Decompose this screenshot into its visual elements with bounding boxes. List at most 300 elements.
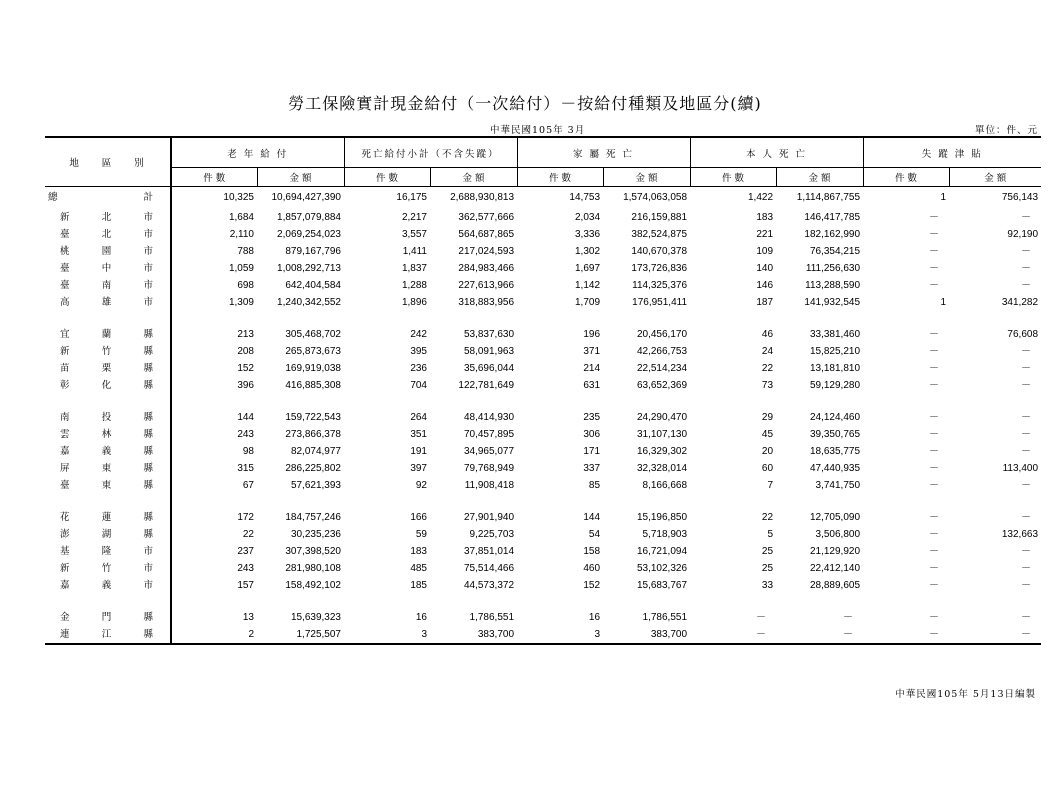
amount-cell: 227,613,966 — [458, 280, 515, 291]
count-cell: － — [929, 329, 940, 340]
amount-cell: 75,514,466 — [463, 563, 515, 574]
amount-cell: 8,166,668 — [642, 480, 688, 491]
count-cell: － — [929, 263, 940, 274]
count-cell: 196 — [583, 329, 601, 340]
count-cell: 704 — [410, 380, 427, 391]
amount-cell: 158,492,102 — [285, 580, 341, 591]
amount-cell: 12,705,090 — [809, 512, 861, 523]
amount-cell: 76,354,215 — [809, 246, 861, 257]
amount-cell: 383,700 — [603, 626, 690, 644]
count-cell: 152 — [237, 363, 254, 374]
count-cell: 185 — [410, 580, 427, 591]
count-cell: 109 — [756, 246, 774, 257]
table-row — [45, 377, 1041, 394]
count-cell: 1,411 — [402, 246, 427, 257]
count-cell: 221 — [756, 229, 774, 240]
count-cell: 315 — [237, 463, 254, 474]
amount-cell: － — [1021, 363, 1032, 374]
count-cell: 171 — [583, 446, 601, 457]
region-name: 嘉 義 市 — [45, 577, 171, 594]
count-cell: － — [929, 463, 940, 474]
count-cell: 395 — [410, 346, 427, 357]
spacer-row — [45, 311, 1041, 326]
region-name: 臺 北 市 — [45, 226, 171, 243]
count-cell: 371 — [583, 346, 601, 357]
count-cell: － — [929, 246, 940, 257]
count-cell: 460 — [583, 563, 601, 574]
count-cell: 213 — [237, 329, 254, 340]
count-cell: 60 — [761, 463, 774, 474]
count-cell: 73 — [761, 380, 774, 391]
amount-cell: 5,718,903 — [642, 529, 688, 540]
count-cell: 13 — [242, 612, 254, 623]
amount-cell: 114,325,376 — [632, 280, 688, 291]
table-row — [45, 209, 1041, 226]
amount-cell: 756,143 — [1001, 192, 1039, 203]
amount-cell: 11,908,418 — [464, 480, 515, 491]
count-cell: 25 — [761, 563, 774, 574]
count-cell: 236 — [410, 363, 427, 374]
amount-cell: － — [1021, 512, 1032, 523]
region-name: 新 竹 縣 — [45, 343, 171, 360]
count-cell: 16,175 — [396, 192, 427, 203]
amount-cell: 173,726,836 — [631, 263, 688, 274]
count-cell: 397 — [410, 463, 427, 474]
amount-cell: － — [1021, 346, 1032, 357]
group-header-missing-allowance: 失 蹤 津 貼 — [863, 137, 1041, 168]
table-row — [45, 577, 1041, 594]
region-name: 嘉 義 縣 — [45, 443, 171, 460]
count-cell: 2 — [171, 626, 257, 644]
region-name: 屏 東 縣 — [45, 460, 171, 477]
amount-cell: 16,329,302 — [636, 446, 688, 457]
amount-cell: 305,468,702 — [285, 329, 341, 340]
count-cell: 54 — [588, 529, 601, 540]
count-cell: 1,288 — [401, 280, 427, 291]
count-cell: 788 — [237, 246, 254, 257]
amount-cell: 44,573,372 — [463, 580, 515, 591]
count-cell: － — [929, 363, 940, 374]
count-cell: 144 — [583, 512, 601, 523]
amount-cell: 31,107,130 — [636, 429, 688, 440]
table-row — [45, 509, 1041, 526]
amount-header: 金 額 — [257, 168, 344, 187]
count-cell: 25 — [761, 546, 774, 557]
amount-cell: 92,190 — [1007, 229, 1039, 240]
count-cell: － — [929, 580, 940, 591]
amount-cell: 47,440,935 — [809, 463, 861, 474]
amount-cell: 217,024,593 — [458, 246, 515, 257]
amount-cell: 18,635,775 — [809, 446, 861, 457]
count-cell: 33 — [761, 580, 774, 591]
count-cell: 16 — [588, 612, 601, 623]
total-row — [45, 187, 1041, 210]
amount-cell: 141,932,545 — [804, 297, 861, 308]
count-cell: － — [929, 480, 940, 491]
count-cell: 243 — [237, 429, 254, 440]
amount-cell: 24,124,460 — [809, 412, 861, 423]
count-cell: 157 — [237, 580, 254, 591]
count-cell: 22 — [761, 512, 774, 523]
count-cell: 22 — [242, 529, 254, 540]
count-cell: 22 — [761, 363, 774, 374]
amount-cell: 13,181,810 — [809, 363, 861, 374]
table-row — [45, 294, 1041, 311]
amount-cell: 39,350,765 — [809, 429, 861, 440]
count-cell: － — [929, 380, 940, 391]
count-cell: 214 — [583, 363, 601, 374]
amount-cell: 159,722,543 — [285, 412, 341, 423]
count-header: 件 數 — [690, 168, 776, 187]
amount-cell: 1,240,342,552 — [277, 297, 341, 308]
count-cell: 14,753 — [569, 192, 601, 203]
amount-cell: － — [1021, 446, 1032, 457]
region-header: 地 區 別 — [45, 137, 171, 187]
count-cell: 396 — [237, 380, 254, 391]
amount-cell: 1,725,507 — [257, 626, 344, 644]
amount-cell: 59,129,280 — [809, 380, 861, 391]
amount-cell: － — [1021, 612, 1032, 623]
count-cell: 1,709 — [574, 297, 601, 308]
count-header: 件 數 — [344, 168, 430, 187]
count-cell: 67 — [242, 480, 254, 491]
amount-cell: 111,256,630 — [805, 263, 861, 274]
amount-cell: 3,741,750 — [815, 480, 861, 491]
count-cell: 92 — [415, 480, 427, 491]
count-cell: 3,557 — [401, 229, 427, 240]
amount-cell: 273,866,378 — [285, 429, 341, 440]
count-cell: 1 — [940, 297, 947, 308]
count-cell: 237 — [237, 546, 254, 557]
amount-cell: 9,225,703 — [469, 529, 515, 540]
amount-cell: 20,456,170 — [636, 329, 688, 340]
count-cell: 235 — [583, 412, 601, 423]
amount-header: 金 額 — [430, 168, 517, 187]
region-name: 新 竹 市 — [45, 560, 171, 577]
count-cell: － — [929, 612, 940, 623]
count-cell: － — [929, 229, 940, 240]
count-cell: 2,110 — [229, 229, 254, 240]
amount-cell: 76,608 — [1007, 329, 1039, 340]
count-header: 件 數 — [863, 168, 949, 187]
count-cell: － — [929, 346, 940, 357]
count-cell: 1,697 — [574, 263, 601, 274]
count-cell: 1,684 — [228, 212, 254, 223]
amount-cell: 182,162,990 — [804, 229, 861, 240]
count-cell: 158 — [583, 546, 601, 557]
amount-cell: 30,235,236 — [290, 529, 341, 540]
count-cell: 7 — [767, 480, 774, 491]
amount-cell: 28,889,605 — [809, 580, 861, 591]
table-row — [45, 560, 1041, 577]
amount-cell: 1,786,551 — [469, 612, 515, 623]
amount-cell: 63,652,369 — [636, 380, 688, 391]
count-cell: 45 — [761, 429, 774, 440]
spacer-row — [45, 394, 1041, 409]
count-cell: 59 — [415, 529, 427, 540]
amount-cell: － — [949, 626, 1041, 644]
count-cell: 20 — [761, 446, 774, 457]
report-date: 中華民國105年 3月 — [490, 125, 586, 136]
region-name: 雲 林 縣 — [45, 426, 171, 443]
count-cell: 337 — [583, 463, 601, 474]
amount-cell: 318,883,956 — [458, 297, 515, 308]
amount-cell: － — [776, 626, 863, 644]
count-cell: 243 — [237, 563, 254, 574]
amount-cell: － — [1021, 263, 1032, 274]
count-cell: 191 — [410, 446, 427, 457]
region-name: 桃 園 市 — [45, 243, 171, 260]
amount-cell: 22,514,234 — [636, 363, 688, 374]
count-cell: 3 — [344, 626, 430, 644]
count-cell: 1,142 — [574, 280, 601, 291]
count-cell: 10,325 — [223, 192, 254, 203]
table-row — [45, 477, 1041, 494]
amount-cell: 2,688,930,813 — [450, 192, 515, 203]
count-cell: － — [690, 626, 776, 644]
count-header: 件 數 — [171, 168, 257, 187]
table-row — [45, 343, 1041, 360]
amount-cell: － — [1021, 480, 1032, 491]
amount-cell: － — [1021, 429, 1032, 440]
count-cell: － — [929, 512, 940, 523]
amount-cell: 37,851,014 — [463, 546, 515, 557]
amount-cell: 24,290,470 — [636, 412, 688, 423]
count-cell: 3,336 — [574, 229, 601, 240]
count-cell: 2,034 — [574, 212, 601, 223]
table-row — [45, 609, 1041, 626]
amount-cell: － — [1021, 580, 1032, 591]
region-name: 南 投 縣 — [45, 409, 171, 426]
amount-cell: 32,328,014 — [636, 463, 688, 474]
table-row — [45, 243, 1041, 260]
amount-cell: 176,951,411 — [632, 297, 688, 308]
amount-cell: 216,159,881 — [631, 212, 688, 223]
amount-cell: 33,381,460 — [809, 329, 861, 340]
amount-cell: 2,069,254,023 — [277, 229, 341, 240]
count-cell: 698 — [237, 280, 254, 291]
amount-cell: 35,696,044 — [463, 363, 515, 374]
amount-cell: 113,288,590 — [805, 280, 861, 291]
amount-header: 金 額 — [776, 168, 863, 187]
amount-cell: － — [1021, 246, 1032, 257]
region-name: 連 江 縣 — [45, 626, 171, 644]
amount-header: 金 額 — [949, 168, 1041, 187]
table-row — [45, 626, 1041, 644]
amount-cell: － — [1021, 212, 1032, 223]
amount-cell: 284,983,466 — [458, 263, 515, 274]
amount-cell: 48,414,930 — [463, 412, 515, 423]
count-cell: 172 — [237, 512, 254, 523]
count-cell: 24 — [761, 346, 774, 357]
region-name: 苗 栗 縣 — [45, 360, 171, 377]
region-name: 臺 東 縣 — [45, 477, 171, 494]
amount-cell: 34,965,077 — [463, 446, 515, 457]
count-cell: 264 — [410, 412, 427, 423]
amount-cell: 58,091,963 — [463, 346, 515, 357]
amount-cell: 879,167,796 — [285, 246, 341, 257]
count-cell: 631 — [583, 380, 601, 391]
amount-cell: 57,621,393 — [290, 480, 341, 491]
count-cell: 1,896 — [401, 297, 427, 308]
table-row — [45, 360, 1041, 377]
amount-cell: 184,757,246 — [285, 512, 341, 523]
table-row — [45, 409, 1041, 426]
amount-cell: 1,574,063,058 — [623, 192, 688, 203]
count-cell: － — [929, 563, 940, 574]
region-name: 彰 化 縣 — [45, 377, 171, 394]
amount-cell: － — [1021, 563, 1032, 574]
count-cell: 5 — [767, 529, 774, 540]
amount-cell: 53,102,326 — [636, 563, 688, 574]
group-header-family-death: 家 屬 死 亡 — [517, 137, 690, 168]
count-cell: 16 — [415, 612, 427, 623]
amount-cell: 10,694,427,390 — [271, 192, 341, 203]
amount-cell: 642,404,584 — [285, 280, 341, 291]
count-cell: 29 — [761, 412, 774, 423]
amount-cell: 341,282 — [1001, 297, 1039, 308]
amount-cell: － — [843, 612, 854, 623]
amount-cell: 169,919,038 — [285, 363, 341, 374]
table-row — [45, 277, 1041, 294]
amount-cell: 265,873,673 — [285, 346, 341, 357]
amount-cell: 82,074,977 — [290, 446, 341, 457]
count-cell: 208 — [237, 346, 254, 357]
amount-cell: 3,506,800 — [815, 529, 861, 540]
count-cell: 187 — [756, 297, 774, 308]
amount-cell: 132,663 — [1001, 529, 1039, 540]
amount-cell: 15,639,323 — [290, 612, 341, 623]
region-name: 宜 蘭 縣 — [45, 326, 171, 343]
amount-cell: － — [1021, 380, 1032, 391]
region-name: 金 門 縣 — [45, 609, 171, 626]
amount-cell: 22,412,140 — [809, 563, 861, 574]
count-cell: 1,309 — [228, 297, 254, 308]
count-cell: 46 — [761, 329, 774, 340]
region-name: 澎 湖 縣 — [45, 526, 171, 543]
count-cell: － — [929, 280, 940, 291]
amount-cell: 113,400 — [1002, 463, 1039, 474]
amount-cell: 281,980,108 — [285, 563, 341, 574]
amount-cell: 140,670,378 — [631, 246, 688, 257]
amount-cell: － — [1021, 280, 1032, 291]
count-cell: － — [929, 412, 940, 423]
table-row — [45, 226, 1041, 243]
count-cell: 2,217 — [401, 212, 427, 223]
amount-cell: 307,398,520 — [285, 546, 341, 557]
compiled-date: 中華民國105年 5月13日編製 — [895, 689, 1036, 700]
count-cell: － — [863, 626, 949, 644]
count-cell: － — [929, 429, 940, 440]
amount-header: 金 額 — [603, 168, 690, 187]
group-header-self-death: 本 人 死 亡 — [690, 137, 863, 168]
count-cell: 485 — [410, 563, 427, 574]
count-cell: － — [929, 212, 940, 223]
amount-cell: 286,225,802 — [285, 463, 341, 474]
amount-cell: 383,700 — [430, 626, 517, 644]
region-name: 基 隆 市 — [45, 543, 171, 560]
region-name: 總 計 — [45, 187, 171, 210]
count-cell: 183 — [410, 546, 427, 557]
count-cell: 3 — [517, 626, 603, 644]
amount-cell: 16,721,094 — [636, 546, 688, 557]
group-header-death-subtotal: 死亡給付小計（不含失蹤） — [344, 137, 517, 168]
amount-cell: － — [1021, 546, 1032, 557]
count-cell: 306 — [583, 429, 601, 440]
amount-cell: 1,114,867,755 — [796, 192, 861, 203]
count-cell: － — [756, 612, 767, 623]
count-cell: 1,837 — [401, 263, 427, 274]
amount-cell: 79,768,949 — [463, 463, 515, 474]
count-cell: － — [929, 529, 940, 540]
group-header-old-age: 老 年 給 付 — [171, 137, 344, 168]
amount-cell: 27,901,940 — [463, 512, 515, 523]
table-row — [45, 426, 1041, 443]
region-name: 新 北 市 — [45, 209, 171, 226]
amount-cell: 146,417,785 — [804, 212, 861, 223]
unit-label: 單位：件、元 — [974, 125, 1038, 136]
table-row — [45, 443, 1041, 460]
table-row — [45, 260, 1041, 277]
count-cell: 1,059 — [228, 263, 254, 274]
table-row — [45, 526, 1041, 543]
count-cell: 146 — [756, 280, 774, 291]
amount-cell: 382,524,875 — [631, 229, 688, 240]
region-name: 臺 中 市 — [45, 260, 171, 277]
count-cell: 98 — [242, 446, 254, 457]
count-cell: 166 — [410, 512, 427, 523]
amount-cell: 70,457,895 — [463, 429, 515, 440]
amount-cell: 53,837,630 — [463, 329, 515, 340]
amount-cell: 42,266,753 — [636, 346, 688, 357]
amount-cell: 362,577,666 — [458, 212, 515, 223]
table-row — [45, 460, 1041, 477]
amount-cell: 564,687,865 — [458, 229, 515, 240]
count-cell: 242 — [410, 329, 427, 340]
count-cell: 183 — [756, 212, 774, 223]
amount-cell: － — [1021, 412, 1032, 423]
count-cell: 1,302 — [574, 246, 601, 257]
count-cell: － — [929, 546, 940, 557]
amount-cell: 1,857,079,884 — [277, 212, 341, 223]
amount-cell: 15,683,767 — [636, 580, 688, 591]
amount-cell: 122,781,649 — [458, 380, 515, 391]
table-row — [45, 543, 1041, 560]
benefit-table — [45, 136, 1041, 645]
count-cell: 144 — [237, 412, 254, 423]
amount-cell: 416,885,308 — [285, 380, 341, 391]
spacer-row — [45, 494, 1041, 509]
count-cell: 1,422 — [747, 192, 774, 203]
count-header: 件 數 — [517, 168, 603, 187]
region-name: 花 蓮 縣 — [45, 509, 171, 526]
spacer-row — [45, 594, 1041, 609]
count-cell: － — [929, 446, 940, 457]
count-cell: 140 — [756, 263, 774, 274]
count-cell: 351 — [410, 429, 427, 440]
table-row — [45, 326, 1041, 343]
count-cell: 85 — [588, 480, 601, 491]
amount-cell: 1,008,292,713 — [277, 263, 341, 274]
region-name: 高 雄 市 — [45, 294, 171, 311]
count-cell: 1 — [940, 192, 947, 203]
table-header — [45, 137, 1041, 187]
amount-cell: 1,786,551 — [642, 612, 688, 623]
amount-cell: 15,825,210 — [809, 346, 861, 357]
amount-cell: 15,196,850 — [636, 512, 688, 523]
count-cell: 152 — [583, 580, 601, 591]
amount-cell: 21,129,920 — [809, 546, 861, 557]
